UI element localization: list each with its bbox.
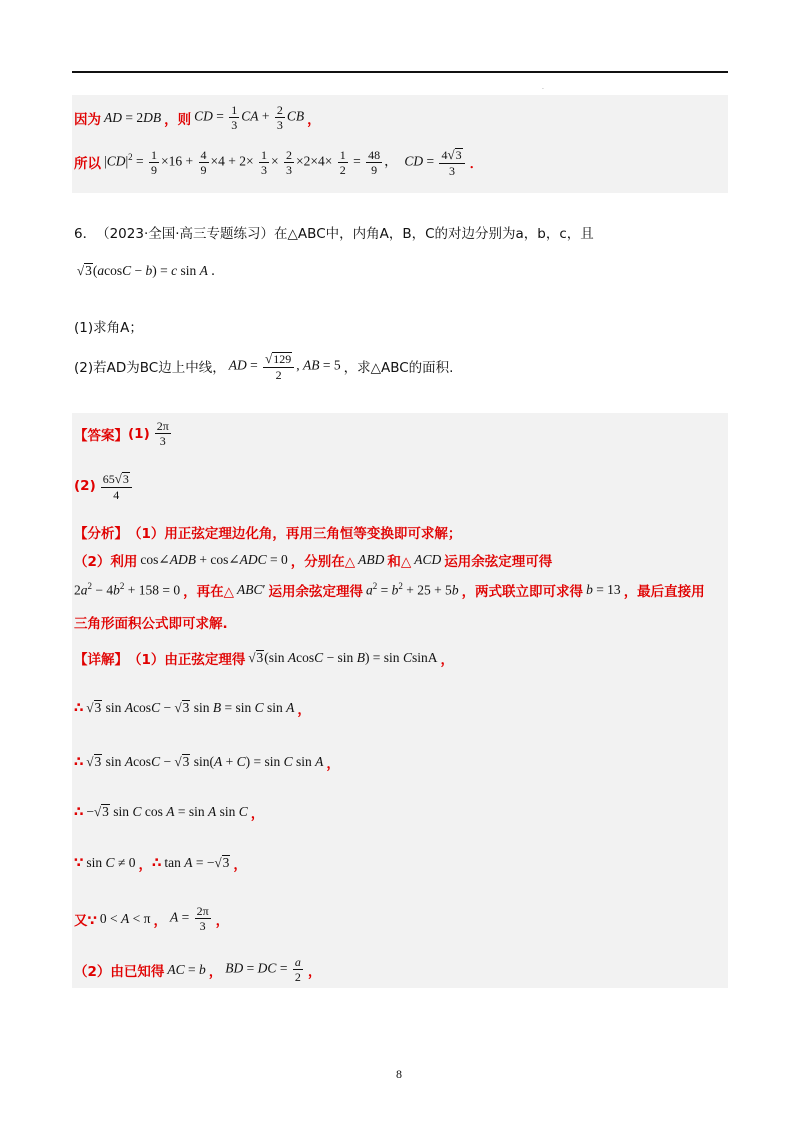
detail-line-6: 又∵ 0 < A < π ， A = $\frac{2\pi}{3}$ ， (74, 904, 230, 933)
analysis-line-4: 三角形面积公式即可求解. (74, 616, 228, 632)
prev-solution-line-2: 所以 $|CD|^2$ = $\frac{1}{9}$ ×16 + $\frac{4}{9}$ ×4 + 2× $\frac{1}{3}$ × $\frac{2}{3}$ ×2×4× $\frac{1}{2}$ = $\frac{48}{9}$ ， CD = 4 √ 3 3 ． (74, 147, 484, 178)
problem-condition: √ 3 (acosC − b) = c sin A . (77, 263, 216, 279)
page-number: 8 (396, 1067, 402, 1081)
analysis-line-1: 【分析】 （1）用正弦定理边化角，再用三角恒等变换即可求解； (74, 526, 462, 542)
answer-part-1: 【答案】 (1) $\frac{2\pi}{3}$ (74, 419, 169, 448)
header-rule (72, 71, 728, 73)
question-2: (2)若AD为BC边上中线， AD = √ 129 2 , AB = 5 ，求△ABC的面积. (74, 351, 454, 382)
answer-part-2: (2) 65 √ 3 4 (74, 472, 137, 501)
detail-line-5: ∵ sin C ≠ 0 ， ∴ tan A = − √ 3 ， (74, 855, 247, 873)
detail-line-7: （2）由已知得 AC = b ， BD = DC = $\frac{a}{2}$ ， (74, 955, 322, 984)
detail-line-4: ∴ − √ 3 sin C cos A = sin A sin C ， (74, 804, 265, 822)
question-1: (1)求角A； (74, 320, 143, 336)
problem-stem: 6． （2023·全国·高三专题练习） 在△ABC中，内角A，B，C的对边分别为a，b，c，且 (74, 226, 594, 242)
analysis-line-2: （2）利用 cos∠ADB + cos∠ADC = 0 ，分别在△ ABD 和△ ACD 运用余弦定理可得 (74, 552, 553, 570)
analysis-line-3: $2a^2 - 4b^2 + 158 = 0$ ，再在△ ABC′ 运用余弦定理得 $a^2 = b^2 + 25 + 5b$ ，两式联立即可求得 b = 13 ，最后直接用 (74, 581, 705, 600)
detail-line-2: ∴ √ 3 sin AcosC − √ 3 sin B = sin C sin A ， (74, 700, 311, 718)
header-mark: . (542, 84, 544, 91)
detail-line-1: 【详解】 （1）由正弦定理得 √ 3 (sin AcosC − sin B) = sin CsinA ， (74, 650, 454, 668)
prev-solution-line-1: 因为 AD = 2DB ，则 CD = $\frac{1}{3}$ CA + $\frac{2}{3}$ CB ， (74, 103, 321, 132)
detail-line-3: ∴ √ 3 sin AcosC − √ 3 sin(A + C) = sin C sin A ， (74, 754, 340, 772)
